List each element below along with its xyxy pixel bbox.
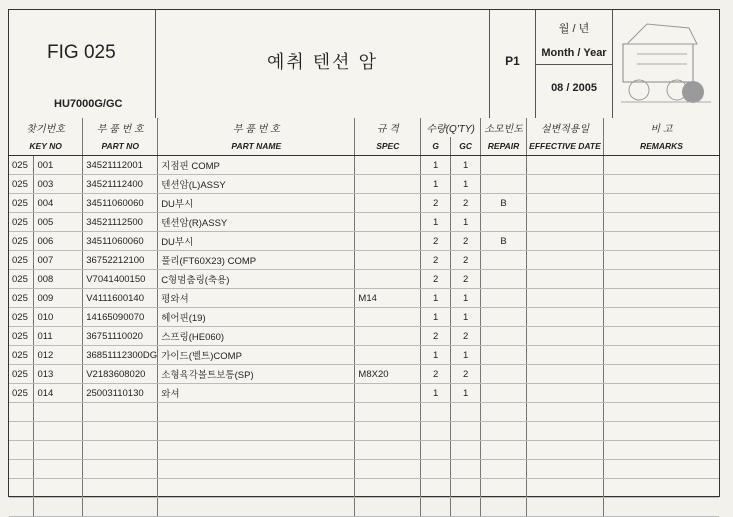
partno-header-ko: 부 품 번 호 xyxy=(83,118,158,137)
qty-g-cell: 1 xyxy=(421,213,451,232)
part-name-cell xyxy=(158,460,355,479)
qty-gc-cell: 2 xyxy=(451,327,481,346)
table-row xyxy=(9,384,719,403)
table-row xyxy=(9,479,719,498)
fig-cell-value: 025 xyxy=(9,194,34,213)
qty-header-ko: 수량(Q'TY) xyxy=(421,118,481,137)
remarks-cell xyxy=(603,422,719,441)
spec-cell xyxy=(355,327,421,346)
qty-gc-cell xyxy=(451,479,481,498)
effective-date-cell xyxy=(527,308,604,327)
page-title: 예취 텐션 암 xyxy=(267,52,378,72)
effective-date-cell xyxy=(527,422,604,441)
remarks-cell xyxy=(603,232,719,251)
remarks-cell xyxy=(603,251,719,270)
repair-cell xyxy=(481,213,527,232)
fig-number: FIG 025 xyxy=(47,42,116,63)
spec-cell xyxy=(355,346,421,365)
part-name-cell: 지점핀 COMP xyxy=(158,156,355,175)
table-row xyxy=(9,403,719,422)
eff-header-ko: 설변적용일 xyxy=(527,118,604,137)
remarks-header-en: REMARKS xyxy=(603,137,719,156)
part-no-cell: 34521112001 xyxy=(83,156,158,175)
spec-cell xyxy=(355,441,421,460)
fig-cell-value: 025 xyxy=(9,175,34,194)
table-row xyxy=(9,460,719,479)
part-no-cell: 34511060060 xyxy=(83,194,158,213)
spec-cell xyxy=(355,498,421,517)
repair-header-en: REPAIR xyxy=(481,137,527,156)
effective-date-cell xyxy=(527,403,604,422)
repair-cell xyxy=(481,384,527,403)
model-number: HU7000G/GC xyxy=(54,98,123,110)
machine-thumbnail-icon xyxy=(617,14,715,112)
part-name-cell: DU부시 xyxy=(158,232,355,251)
qty-g-cell: 1 xyxy=(421,346,451,365)
key-header-ko: 찾기번호 xyxy=(9,118,83,137)
remarks-cell xyxy=(603,479,719,498)
remarks-cell xyxy=(603,498,719,517)
part-no-cell: 36851112300DG xyxy=(83,346,158,365)
key-no-cell: 004 xyxy=(34,194,83,213)
part-no-cell xyxy=(83,403,158,422)
table-row xyxy=(9,175,719,194)
qty-g-cell: 1 xyxy=(421,308,451,327)
repair-cell xyxy=(481,498,527,517)
part-name-cell xyxy=(158,403,355,422)
part-name-cell: 와셔 xyxy=(158,384,355,403)
key-no-cell xyxy=(34,441,83,460)
part-no-cell: 25003110130 xyxy=(83,384,158,403)
part-no-cell: V2183608020 xyxy=(83,365,158,384)
qty-g-cell: 2 xyxy=(421,232,451,251)
fig-cell-value: 025 xyxy=(9,156,34,175)
table-row xyxy=(9,327,719,346)
effective-date-cell xyxy=(527,479,604,498)
qty-gc-cell: 1 xyxy=(451,289,481,308)
qty-g-cell: 2 xyxy=(421,194,451,213)
repair-header-ko: 소모빈도 xyxy=(481,118,527,137)
key-no-cell: 001 xyxy=(34,156,83,175)
part-name-cell: 텐션암(R)ASSY xyxy=(158,213,355,232)
title-cell xyxy=(156,10,490,118)
effective-date-cell xyxy=(527,441,604,460)
fig-cell-value: 025 xyxy=(9,251,34,270)
part-name-cell: 풀리(FT60X23) COMP xyxy=(158,251,355,270)
qty-gc-cell: 1 xyxy=(451,384,481,403)
spec-header-en: SPEC xyxy=(355,137,421,156)
qty-g-cell xyxy=(421,403,451,422)
effective-date-cell xyxy=(527,384,604,403)
repair-cell xyxy=(481,460,527,479)
part-no-cell xyxy=(83,479,158,498)
partno-header-en: PART NO xyxy=(83,137,158,156)
remarks-cell xyxy=(603,460,719,479)
key-no-cell: 003 xyxy=(34,175,83,194)
fig-cell-value xyxy=(9,479,34,498)
qty-gc-cell: 2 xyxy=(451,365,481,384)
key-no-cell: 014 xyxy=(34,384,83,403)
spec-cell xyxy=(355,422,421,441)
part-no-cell xyxy=(83,460,158,479)
table-row xyxy=(9,289,719,308)
fig-cell-value: 025 xyxy=(9,384,34,403)
remarks-cell xyxy=(603,365,719,384)
spec-cell xyxy=(355,232,421,251)
part-no-cell: V7041400150 xyxy=(83,270,158,289)
repair-cell xyxy=(481,270,527,289)
remarks-header-ko: 비 고 xyxy=(650,124,673,135)
qty-gc-cell: 1 xyxy=(451,213,481,232)
repair-cell xyxy=(481,403,527,422)
part-name-cell: 텐션암(L)ASSY xyxy=(158,175,355,194)
qty-gc-cell: 1 xyxy=(451,175,481,194)
qty-gc-cell xyxy=(451,422,481,441)
key-no-cell xyxy=(34,479,83,498)
fig-cell-value xyxy=(9,460,34,479)
remarks-cell xyxy=(603,346,719,365)
key-header-en: KEY NO xyxy=(9,137,83,156)
fig-cell-value: 025 xyxy=(9,327,34,346)
qty-g-cell xyxy=(421,498,451,517)
effective-date-cell xyxy=(527,232,604,251)
repair-cell: B xyxy=(481,194,527,213)
qty-g-cell: 2 xyxy=(421,251,451,270)
remarks-cell xyxy=(603,156,719,175)
spec-cell xyxy=(355,156,421,175)
qty-g-cell xyxy=(421,441,451,460)
effective-date-cell xyxy=(527,175,604,194)
parts-table xyxy=(9,118,719,517)
fig-cell-value xyxy=(9,498,34,517)
fig-cell-value: 025 xyxy=(9,289,34,308)
repair-cell xyxy=(481,308,527,327)
key-no-cell: 012 xyxy=(34,346,83,365)
part-no-cell: 34521112400 xyxy=(83,175,158,194)
part-name-cell xyxy=(158,441,355,460)
key-no-cell: 006 xyxy=(34,232,83,251)
spec-cell xyxy=(355,213,421,232)
table-row xyxy=(9,213,719,232)
table-row xyxy=(9,441,719,460)
remarks-cell xyxy=(603,327,719,346)
repair-cell xyxy=(481,327,527,346)
repair-cell xyxy=(481,251,527,270)
key-no-cell xyxy=(34,422,83,441)
remarks-cell xyxy=(603,175,719,194)
qty-gc-cell: 1 xyxy=(451,346,481,365)
remarks-cell xyxy=(603,270,719,289)
qty-gc-cell: 2 xyxy=(451,270,481,289)
effective-date-cell xyxy=(527,346,604,365)
repair-cell xyxy=(481,479,527,498)
part-name-cell xyxy=(158,479,355,498)
date-divider xyxy=(536,64,612,65)
fig-cell-value xyxy=(9,441,34,460)
part-name-cell xyxy=(158,422,355,441)
qty-g-cell xyxy=(421,479,451,498)
qty-gc-cell xyxy=(451,498,481,517)
key-no-cell xyxy=(34,498,83,517)
spec-cell xyxy=(355,308,421,327)
remarks-cell xyxy=(603,403,719,422)
qty-g-header: G xyxy=(421,137,451,156)
spec-cell xyxy=(355,403,421,422)
fig-cell-value xyxy=(9,422,34,441)
effective-date-cell xyxy=(527,270,604,289)
part-no-cell: 34521112500 xyxy=(83,213,158,232)
qty-g-cell: 1 xyxy=(421,175,451,194)
fig-cell-value xyxy=(9,403,34,422)
fig-cell-value: 025 xyxy=(9,270,34,289)
part-name-cell: 스프링(HE060) xyxy=(158,327,355,346)
effective-date-cell xyxy=(527,251,604,270)
repair-cell: B xyxy=(481,232,527,251)
fig-cell-value: 025 xyxy=(9,213,34,232)
key-no-cell xyxy=(34,460,83,479)
repair-cell xyxy=(481,441,527,460)
part-no-cell: 34511060060 xyxy=(83,232,158,251)
spec-cell xyxy=(355,175,421,194)
eff-header-en: EFFECTIVE DATE xyxy=(527,137,604,156)
name-header-en: PART NAME xyxy=(158,137,355,156)
date-value: 08 / 2005 xyxy=(551,82,597,94)
part-no-cell xyxy=(83,422,158,441)
part-no-cell xyxy=(83,441,158,460)
fig-cell-value: 025 xyxy=(9,232,34,251)
qty-gc-header: GC xyxy=(451,137,481,156)
remarks-cell xyxy=(603,194,719,213)
qty-gc-cell xyxy=(451,403,481,422)
qty-g-cell xyxy=(421,422,451,441)
part-name-cell: C형멈춤링(축용) xyxy=(158,270,355,289)
table-row xyxy=(9,156,719,175)
effective-date-cell xyxy=(527,194,604,213)
repair-cell xyxy=(481,346,527,365)
fig-cell-value: 025 xyxy=(9,346,34,365)
page-cell xyxy=(490,10,536,118)
table-row xyxy=(9,251,719,270)
repair-cell xyxy=(481,289,527,308)
part-name-cell xyxy=(158,498,355,517)
qty-g-cell: 2 xyxy=(421,327,451,346)
part-no-cell xyxy=(83,498,158,517)
spec-cell: M8X20 xyxy=(355,365,421,384)
spec-cell xyxy=(355,384,421,403)
effective-date-cell xyxy=(527,289,604,308)
repair-cell xyxy=(481,365,527,384)
date-cell xyxy=(536,10,613,118)
spec-cell xyxy=(355,479,421,498)
key-no-cell: 010 xyxy=(34,308,83,327)
qty-gc-cell: 1 xyxy=(451,156,481,175)
qty-gc-cell: 1 xyxy=(451,308,481,327)
qty-gc-cell: 2 xyxy=(451,232,481,251)
table-row xyxy=(9,346,719,365)
parts-list-sheet xyxy=(8,9,720,497)
part-no-cell: V4111600140 xyxy=(83,289,158,308)
fig-cell xyxy=(9,10,156,118)
qty-g-cell xyxy=(421,460,451,479)
key-no-cell: 007 xyxy=(34,251,83,270)
fig-cell-value: 025 xyxy=(9,365,34,384)
qty-gc-cell xyxy=(451,460,481,479)
table-row xyxy=(9,194,719,213)
repair-cell xyxy=(481,422,527,441)
part-no-cell: 36751110020 xyxy=(83,327,158,346)
remarks-cell xyxy=(603,441,719,460)
name-header-ko: 부 품 번 호 xyxy=(158,118,355,137)
spec-cell xyxy=(355,270,421,289)
effective-date-cell xyxy=(527,156,604,175)
table-row xyxy=(9,232,719,251)
qty-g-cell: 1 xyxy=(421,289,451,308)
part-no-cell: 14165090070 xyxy=(83,308,158,327)
remarks-cell xyxy=(603,384,719,403)
qty-gc-cell xyxy=(451,441,481,460)
remarks-cell xyxy=(603,308,719,327)
part-name-cell: 평와셔 xyxy=(158,289,355,308)
effective-date-cell xyxy=(527,460,604,479)
page-number: P1 xyxy=(505,54,520,68)
part-no-cell: 36752212100 xyxy=(83,251,158,270)
qty-g-cell: 1 xyxy=(421,384,451,403)
spec-header-ko: 규 격 xyxy=(355,118,421,137)
effective-date-cell xyxy=(527,327,604,346)
key-no-cell: 013 xyxy=(34,365,83,384)
table-row xyxy=(9,270,719,289)
fig-cell-value: 025 xyxy=(9,308,34,327)
effective-date-cell xyxy=(527,213,604,232)
qty-g-cell: 2 xyxy=(421,365,451,384)
table-row xyxy=(9,498,719,517)
date-label-en: Month / Year xyxy=(541,47,607,59)
date-label-ko: 월 / 년 xyxy=(558,23,590,35)
repair-cell xyxy=(481,175,527,194)
table-row xyxy=(9,365,719,384)
repair-cell xyxy=(481,156,527,175)
qty-gc-cell: 2 xyxy=(451,194,481,213)
key-no-cell: 011 xyxy=(34,327,83,346)
key-no-cell: 008 xyxy=(34,270,83,289)
qty-g-cell: 1 xyxy=(421,156,451,175)
part-name-cell: 헤어핀(19) xyxy=(158,308,355,327)
remarks-cell xyxy=(603,213,719,232)
remarks-cell xyxy=(603,289,719,308)
spec-cell: M14 xyxy=(355,289,421,308)
thumbnail-cell xyxy=(613,10,719,118)
spec-cell xyxy=(355,194,421,213)
key-no-cell: 009 xyxy=(34,289,83,308)
part-name-cell: 소형육각볼트보통(SP) xyxy=(158,365,355,384)
spec-cell xyxy=(355,460,421,479)
part-name-cell: DU부시 xyxy=(158,194,355,213)
key-no-cell xyxy=(34,403,83,422)
effective-date-cell xyxy=(527,365,604,384)
spec-cell xyxy=(355,251,421,270)
part-name-cell: 가이드(벨트)COMP xyxy=(158,346,355,365)
table-row xyxy=(9,308,719,327)
key-no-cell: 005 xyxy=(34,213,83,232)
effective-date-cell xyxy=(527,498,604,517)
qty-gc-cell: 2 xyxy=(451,251,481,270)
qty-g-cell: 2 xyxy=(421,270,451,289)
table-row xyxy=(9,422,719,441)
